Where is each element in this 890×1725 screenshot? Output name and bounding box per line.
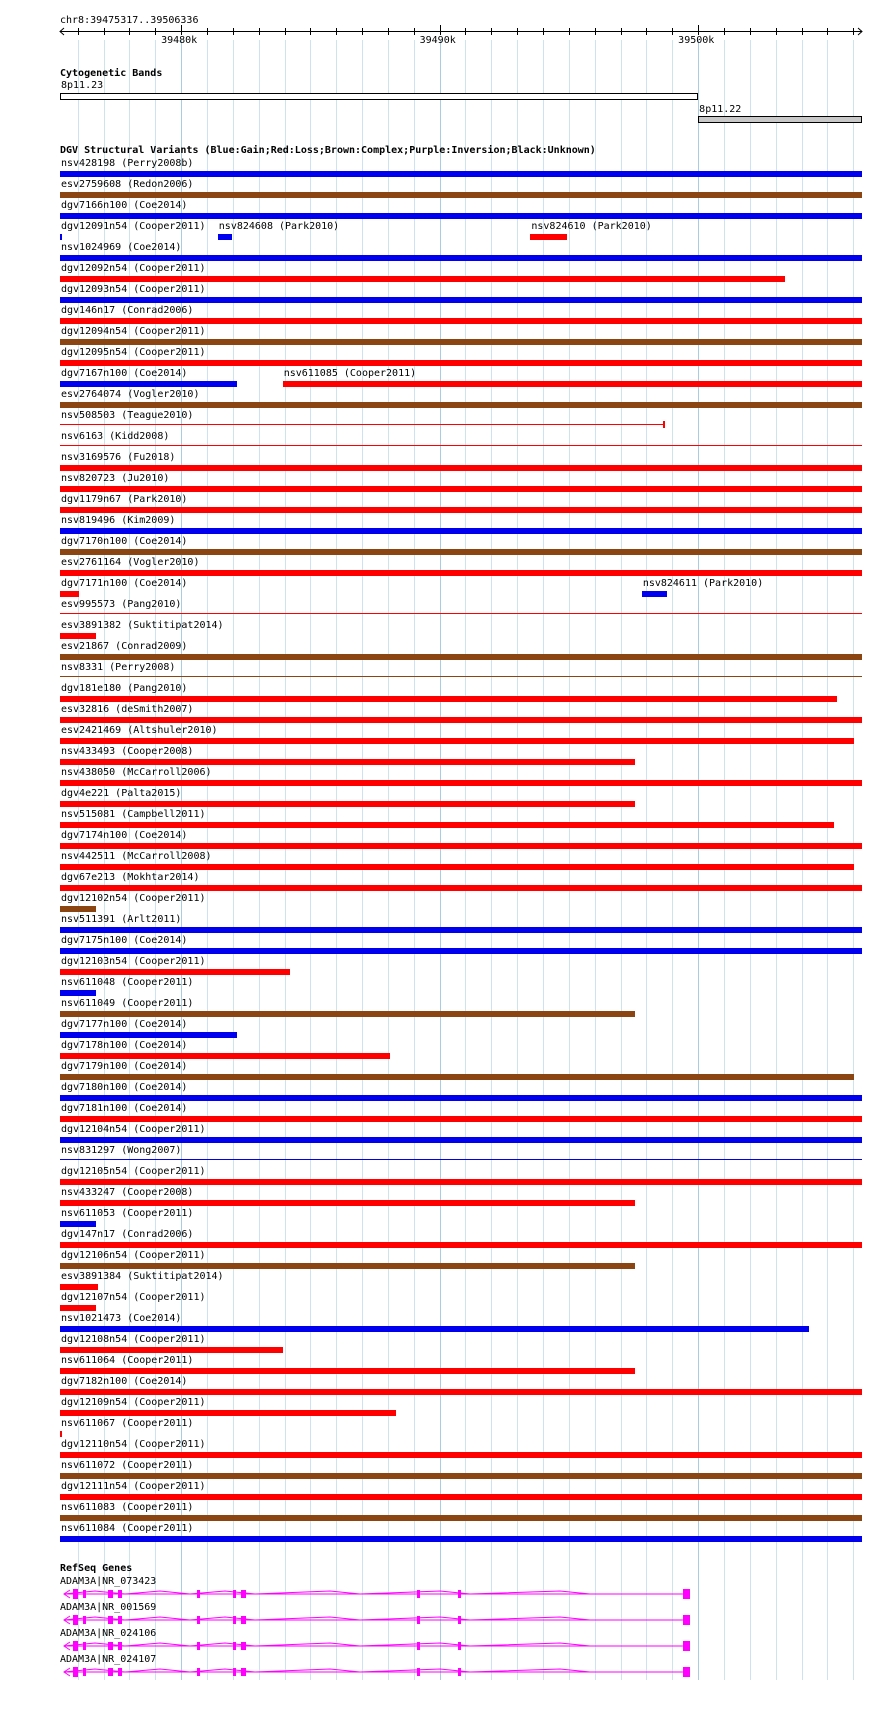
transcript-exon xyxy=(683,1641,690,1651)
variant-label: dgv7180n100 (Coe2014) xyxy=(61,1082,188,1093)
variant-label: dgv12109n54 (Cooper2011) xyxy=(61,1397,206,1408)
transcript-exon xyxy=(108,1616,113,1624)
variant-label: nsv8331 (Perry2008) xyxy=(61,662,176,673)
variant-bar-loss[interactable] xyxy=(60,507,862,513)
transcript-exon xyxy=(118,1668,122,1676)
variant-bar-gain[interactable] xyxy=(60,1032,237,1038)
transcript-exon xyxy=(197,1668,200,1676)
transcript-label: ADAM3A|NR_001569 xyxy=(60,1602,157,1613)
variant-bar-loss[interactable] xyxy=(60,759,635,765)
transcript-model[interactable] xyxy=(0,1613,890,1627)
cytoband-8p11.22[interactable] xyxy=(698,116,862,123)
transcript-exon xyxy=(683,1667,690,1677)
transcript-exon xyxy=(73,1667,78,1677)
transcript-exon xyxy=(241,1616,246,1624)
variant-label: esv21867 (Conrad2009) xyxy=(61,641,188,652)
variant-bar-complex[interactable] xyxy=(60,676,862,677)
variant-label: dgv12091n54 (Cooper2011) xyxy=(61,221,206,232)
variant-label: esv3891382 (Suktitipat2014) xyxy=(61,620,224,631)
variant-label: nsv515081 (Campbell2011) xyxy=(61,809,206,820)
variant-bar-loss[interactable] xyxy=(60,276,785,282)
variant-bar-loss[interactable] xyxy=(60,633,96,639)
variant-label: nsv611048 (Cooper2011) xyxy=(61,977,194,988)
transcript-exon xyxy=(458,1668,461,1676)
variant-label: nsv1024969 (Coe2014) xyxy=(61,242,182,253)
ruler-tick-label: 39480k xyxy=(161,35,198,46)
variant-bar-loss[interactable] xyxy=(60,1368,635,1374)
variant-label: nsv824608 (Park2010) xyxy=(218,221,340,232)
variant-label: dgv12105n54 (Cooper2011) xyxy=(61,1166,206,1177)
variant-bar-gain[interactable] xyxy=(60,927,862,933)
variant-label: dgv181e180 (Pang2010) xyxy=(61,683,188,694)
variant-bar-gain[interactable] xyxy=(60,381,237,387)
ruler-tick-label: 39490k xyxy=(419,35,456,46)
variant-label: dgv12093n54 (Cooper2011) xyxy=(61,284,206,295)
variant-label: dgv12103n54 (Cooper2011) xyxy=(61,956,206,967)
variant-label: dgv12102n54 (Cooper2011) xyxy=(61,893,206,904)
transcript-model[interactable] xyxy=(0,1587,890,1601)
variant-label: dgv7174n100 (Coe2014) xyxy=(61,830,188,841)
variant-label: nsv3169576 (Fu2018) xyxy=(61,452,176,463)
variant-bar-gain[interactable] xyxy=(60,528,862,534)
variant-label: esv3891384 (Suktitipat2014) xyxy=(61,1271,224,1282)
variant-label: esv32816 (deSmith2007) xyxy=(61,704,194,715)
transcript-exon xyxy=(118,1616,122,1624)
variant-bar-loss[interactable] xyxy=(60,864,854,870)
variant-bar-loss[interactable] xyxy=(60,843,862,849)
transcript-exon xyxy=(73,1615,78,1625)
variant-label: nsv831297 (Wong2007) xyxy=(61,1145,182,1156)
variant-label: nsv433247 (Cooper2008) xyxy=(61,1187,194,1198)
variant-bar-loss[interactable] xyxy=(60,969,290,975)
variant-bar-gain[interactable] xyxy=(60,1159,862,1160)
transcript-exon xyxy=(458,1642,461,1650)
variant-bar-loss[interactable] xyxy=(60,570,862,576)
variant-bar-loss[interactable] xyxy=(60,360,862,366)
variant-bar-loss[interactable] xyxy=(283,381,862,387)
transcript-exon xyxy=(233,1590,236,1598)
variant-label: dgv7182n100 (Coe2014) xyxy=(61,1376,188,1387)
transcript-exon xyxy=(458,1590,461,1598)
variant-label: nsv442511 (McCarroll2008) xyxy=(61,851,212,862)
cytoband-label: 8p11.22 xyxy=(699,104,742,115)
transcript-exon xyxy=(118,1642,122,1650)
cytoband-track-title: Cytogenetic Bands xyxy=(60,68,163,79)
variant-label: dgv7177n100 (Coe2014) xyxy=(61,1019,188,1030)
variant-bar-loss[interactable] xyxy=(60,1347,283,1353)
variant-bar-loss[interactable] xyxy=(60,1053,390,1059)
transcript-exon xyxy=(241,1668,246,1676)
variant-label: nsv438050 (McCarroll2006) xyxy=(61,767,212,778)
variant-bar-loss[interactable] xyxy=(60,1200,635,1206)
transcript-exon xyxy=(197,1642,200,1650)
variant-bar-complex[interactable] xyxy=(60,654,862,660)
variant-bar-gain[interactable] xyxy=(60,255,862,261)
variant-bar-gain[interactable] xyxy=(60,1137,862,1143)
variant-bar-loss[interactable] xyxy=(60,1242,862,1248)
variant-label: dgv12106n54 (Cooper2011) xyxy=(61,1250,206,1261)
variant-bar-complex[interactable] xyxy=(60,1515,862,1521)
variant-label: nsv433493 (Cooper2008) xyxy=(61,746,194,757)
variant-label: dgv12107n54 (Cooper2011) xyxy=(61,1292,206,1303)
transcript-exon xyxy=(683,1615,690,1625)
variant-label: dgv12110n54 (Cooper2011) xyxy=(61,1439,206,1450)
variant-bar-loss[interactable] xyxy=(60,1494,862,1500)
transcript-exon xyxy=(83,1590,86,1598)
variant-label: dgv1179n67 (Park2010) xyxy=(61,494,188,505)
variant-bar-complex[interactable] xyxy=(60,339,862,345)
transcript-exon xyxy=(83,1616,86,1624)
variant-label: dgv7175n100 (Coe2014) xyxy=(61,935,188,946)
variant-bar-loss[interactable] xyxy=(60,1179,862,1185)
variant-bar-loss[interactable] xyxy=(60,465,862,471)
variant-bar-loss[interactable] xyxy=(60,696,837,702)
variant-label: nsv611053 (Cooper2011) xyxy=(61,1208,194,1219)
variant-bar-loss[interactable] xyxy=(60,822,834,828)
variant-label: dgv4e221 (Palta2015) xyxy=(61,788,182,799)
variant-bar-complex[interactable] xyxy=(60,549,862,555)
variant-label: nsv611049 (Cooper2011) xyxy=(61,998,194,1009)
variant-label: esv2764074 (Vogler2010) xyxy=(61,389,200,400)
variant-bar-loss[interactable] xyxy=(60,1410,396,1416)
refseq-track-title: RefSeq Genes xyxy=(60,1563,133,1574)
variant-label: esv2421469 (Altshuler2010) xyxy=(61,725,218,736)
variant-label: dgv12108n54 (Cooper2011) xyxy=(61,1334,206,1345)
variant-label: dgv12094n54 (Cooper2011) xyxy=(61,326,206,337)
variant-bar-loss[interactable] xyxy=(60,424,664,425)
cytoband-8p11.23[interactable] xyxy=(60,93,698,100)
variant-label: nsv6163 (Kidd2008) xyxy=(61,431,170,442)
variant-bar-loss[interactable] xyxy=(60,1305,96,1311)
variant-label: nsv824610 (Park2010) xyxy=(531,221,652,232)
variant-bar-loss[interactable] xyxy=(60,717,862,723)
transcript-model[interactable] xyxy=(0,1665,890,1679)
variant-bar-loss[interactable] xyxy=(60,1389,862,1395)
variant-label: dgv7167n100 (Coe2014) xyxy=(61,368,188,379)
transcript-exon xyxy=(108,1642,113,1650)
variant-bar-loss[interactable] xyxy=(60,591,79,597)
variant-label: dgv7178n100 (Coe2014) xyxy=(61,1040,188,1051)
variant-bar-loss[interactable] xyxy=(60,780,862,786)
variant-label: nsv611083 (Cooper2011) xyxy=(61,1502,194,1513)
transcript-exon xyxy=(233,1668,236,1676)
transcript-label: ADAM3A|NR_073423 xyxy=(60,1576,157,1587)
variant-label: dgv12095n54 (Cooper2011) xyxy=(61,347,206,358)
ruler-tick-label: 39500k xyxy=(678,35,715,46)
variant-bar-loss[interactable] xyxy=(60,318,862,324)
transcript-exon xyxy=(73,1641,78,1651)
transcript-exon xyxy=(683,1589,690,1599)
variant-label: nsv611072 (Cooper2011) xyxy=(61,1460,194,1471)
variant-label: nsv428198 (Perry2008b) xyxy=(61,158,194,169)
variant-label: nsv1021473 (Coe2014) xyxy=(61,1313,182,1324)
variant-bar-gain[interactable] xyxy=(60,171,862,177)
variant-bar-gain[interactable] xyxy=(60,297,862,303)
transcript-exon xyxy=(197,1616,200,1624)
transcript-exon xyxy=(458,1616,461,1624)
variant-label: nsv611085 (Cooper2011) xyxy=(283,368,417,379)
variant-label: nsv511391 (Arlt2011) xyxy=(61,914,182,925)
variant-bar-gain[interactable] xyxy=(60,1326,809,1332)
variant-bar-loss[interactable] xyxy=(60,1116,862,1122)
transcript-exon xyxy=(73,1589,78,1599)
transcript-exon xyxy=(108,1590,113,1598)
variant-bar-complex[interactable] xyxy=(60,402,862,408)
variant-bar-loss[interactable] xyxy=(60,613,862,614)
variant-bar-gain[interactable] xyxy=(60,1221,96,1227)
transcript-model[interactable] xyxy=(0,1639,890,1653)
variant-label: dgv147n17 (Conrad2006) xyxy=(61,1229,194,1240)
transcript-exon xyxy=(417,1668,420,1676)
variant-bar-loss[interactable] xyxy=(60,885,862,891)
variant-bar-complex[interactable] xyxy=(60,192,862,198)
variant-bar-complex[interactable] xyxy=(60,906,96,912)
variant-bar-complex[interactable] xyxy=(60,1074,854,1080)
transcript-exon xyxy=(83,1642,86,1650)
variant-label: dgv7166n100 (Coe2014) xyxy=(61,200,188,211)
transcript-exon xyxy=(197,1590,200,1598)
variant-label: dgv7181n100 (Coe2014) xyxy=(61,1103,188,1114)
transcript-exon xyxy=(417,1642,420,1650)
dgv-track-title: DGV Structural Variants (Blue:Gain;Red:Loss;Brown:Complex;Purple:Inversion;Black:Unknown) xyxy=(60,145,596,156)
transcript-exon xyxy=(233,1642,236,1650)
transcript-label: ADAM3A|NR_024106 xyxy=(60,1628,157,1639)
variant-label: nsv820723 (Ju2010) xyxy=(61,473,170,484)
variant-bar-loss[interactable] xyxy=(60,445,862,446)
variant-label: nsv508503 (Teague2010) xyxy=(61,410,194,421)
transcript-exon xyxy=(241,1642,246,1650)
variant-label: dgv67e213 (Mokhtar2014) xyxy=(61,872,200,883)
transcript-exon xyxy=(118,1590,122,1598)
variant-bar-gain[interactable] xyxy=(60,213,862,219)
variant-label: dgv12092n54 (Cooper2011) xyxy=(61,263,206,274)
transcript-label: ADAM3A|NR_024107 xyxy=(60,1654,157,1665)
variant-label: dgv12111n54 (Cooper2011) xyxy=(61,1481,206,1492)
variant-label: dgv7179n100 (Coe2014) xyxy=(61,1061,188,1072)
variant-label: nsv611067 (Cooper2011) xyxy=(61,1418,194,1429)
variant-label: nsv611084 (Cooper2011) xyxy=(61,1523,194,1534)
variant-bar-complex[interactable] xyxy=(60,1473,862,1479)
variant-bar-gain[interactable] xyxy=(642,591,667,597)
variant-label: nsv824611 (Park2010) xyxy=(642,578,764,589)
variant-bar-loss[interactable] xyxy=(530,234,567,240)
variant-label: dgv7171n100 (Coe2014) xyxy=(61,578,188,589)
variant-bar-gain[interactable] xyxy=(60,234,62,240)
variant-bar-gain[interactable] xyxy=(60,948,862,954)
variant-label: dgv146n17 (Conrad2006) xyxy=(61,305,194,316)
transcript-exon xyxy=(417,1616,420,1624)
variant-label: dgv7170n100 (Coe2014) xyxy=(61,536,188,547)
variant-bar-loss[interactable] xyxy=(60,486,862,492)
variant-label: esv2761164 (Vogler2010) xyxy=(61,557,200,568)
transcript-exon xyxy=(417,1590,420,1598)
transcript-exon xyxy=(233,1616,236,1624)
variant-label: esv995573 (Pang2010) xyxy=(61,599,182,610)
variant-label: nsv819496 (Kim2009) xyxy=(61,515,176,526)
variant-bar-loss[interactable] xyxy=(60,1284,98,1290)
variant-label: dgv12104n54 (Cooper2011) xyxy=(61,1124,206,1135)
variant-bar-gain[interactable] xyxy=(60,1095,862,1101)
transcript-exon xyxy=(241,1590,246,1598)
transcript-exon xyxy=(83,1668,86,1676)
variant-bar-gain[interactable] xyxy=(218,234,232,240)
variant-bar-gain[interactable] xyxy=(60,990,96,996)
variant-bar-loss[interactable] xyxy=(60,1452,862,1458)
variant-bar-loss[interactable] xyxy=(60,801,635,807)
variant-bar-loss[interactable] xyxy=(60,1431,62,1437)
variant-label: nsv611064 (Cooper2011) xyxy=(61,1355,194,1366)
variant-bar-complex[interactable] xyxy=(60,1011,635,1017)
variant-label: esv2759608 (Redon2006) xyxy=(61,179,194,190)
variant-bar-complex[interactable] xyxy=(60,1263,635,1269)
variant-bar-gain[interactable] xyxy=(60,1536,862,1542)
ruler-coordinates: chr8:39475317..39506336 xyxy=(60,15,199,26)
cytoband-label: 8p11.23 xyxy=(61,80,104,91)
transcript-exon xyxy=(108,1668,113,1676)
variant-bar-loss[interactable] xyxy=(60,738,854,744)
